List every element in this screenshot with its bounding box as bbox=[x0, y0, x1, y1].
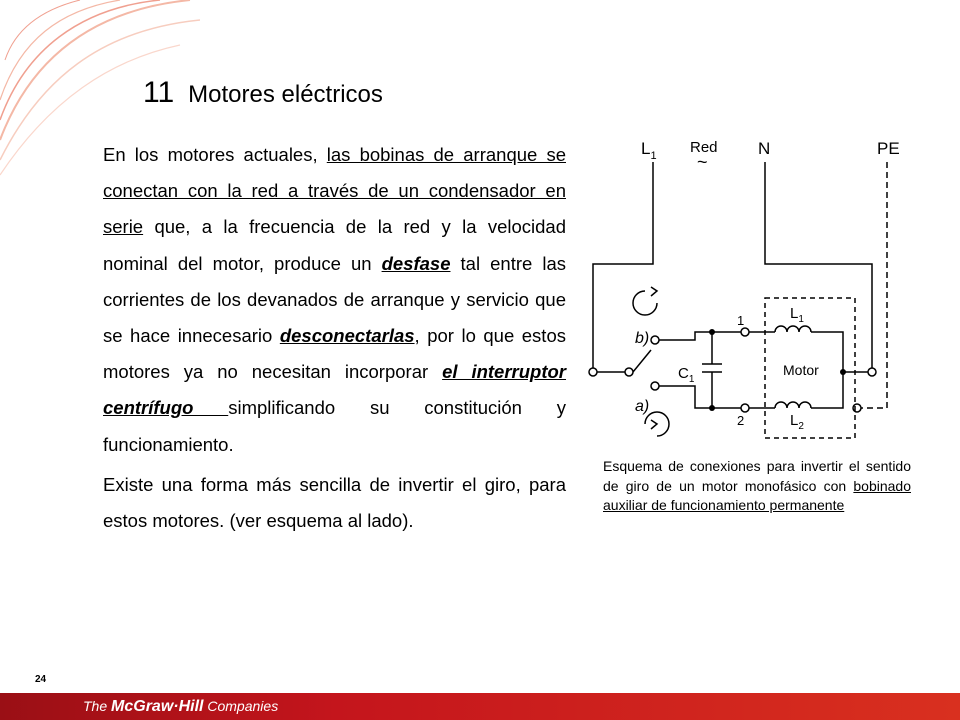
wiring-diagram bbox=[575, 128, 915, 448]
switch-b-label: b) bbox=[635, 330, 650, 347]
text-run: En los motores actuales, bbox=[103, 144, 327, 165]
publisher-logo bbox=[83, 698, 278, 716]
pe-label: PE bbox=[877, 139, 900, 158]
text-run: simplificando su constitución y funcionamiento. bbox=[103, 397, 566, 455]
page-number: 24 bbox=[35, 674, 47, 685]
coil-l2-label: $L_2$ bbox=[790, 412, 804, 432]
text-run: , por lo que estos motores ya no necesitan incorporar bbox=[103, 325, 566, 383]
emphasis-text: desfase bbox=[381, 252, 451, 274]
chapter-title: Motores eléctricos bbox=[188, 81, 383, 108]
wave-symbol: ~ bbox=[697, 152, 708, 172]
coil-l1-label: $L_1$ bbox=[790, 305, 804, 325]
page-title bbox=[143, 76, 383, 110]
text-run: que, a la frecuencia de la red y la velocidad nominal del motor, produce un bbox=[103, 216, 566, 274]
paragraph-1 bbox=[103, 137, 566, 463]
terminal-2-label: 2 bbox=[737, 413, 745, 428]
caption-underlined: bobinado auxiliar de funcionamiento permanente bbox=[603, 477, 911, 513]
paragraph-2: Existe una forma más sencilla de invertir el giro, para estos motores. (ver esquema al lado). bbox=[103, 473, 566, 532]
logo-brand: McGraw·Hill bbox=[111, 698, 204, 715]
logo-prefix: The bbox=[83, 698, 112, 714]
capacitor-label: $C_1$ bbox=[678, 365, 695, 385]
main-text bbox=[103, 137, 566, 539]
n-label: N bbox=[758, 139, 771, 158]
emphasis-text: el interruptor centrífugo bbox=[103, 361, 567, 419]
caption-text: Esquema de conexiones para invertir el sentido de giro de un motor monofásico con bbox=[603, 458, 911, 494]
l1-label: $L_1$ bbox=[641, 139, 657, 162]
red-label: Red bbox=[690, 139, 718, 156]
terminal-1-label: 1 bbox=[737, 313, 745, 328]
text-run: tal entre las corrientes de los devanados de arranque y servicio que se hace innecesario bbox=[103, 252, 566, 347]
logo-suffix: Companies bbox=[203, 698, 279, 714]
motor-label: Motor bbox=[783, 362, 819, 378]
chapter-number: 11 bbox=[143, 76, 175, 109]
emphasis-text: desconectarlas bbox=[279, 325, 415, 347]
figure-caption bbox=[603, 457, 911, 516]
switch-a-label: a) bbox=[635, 398, 650, 415]
underlined-text: las bobinas de arranque se conectan con la red a través de un condensador en serie bbox=[103, 144, 566, 238]
